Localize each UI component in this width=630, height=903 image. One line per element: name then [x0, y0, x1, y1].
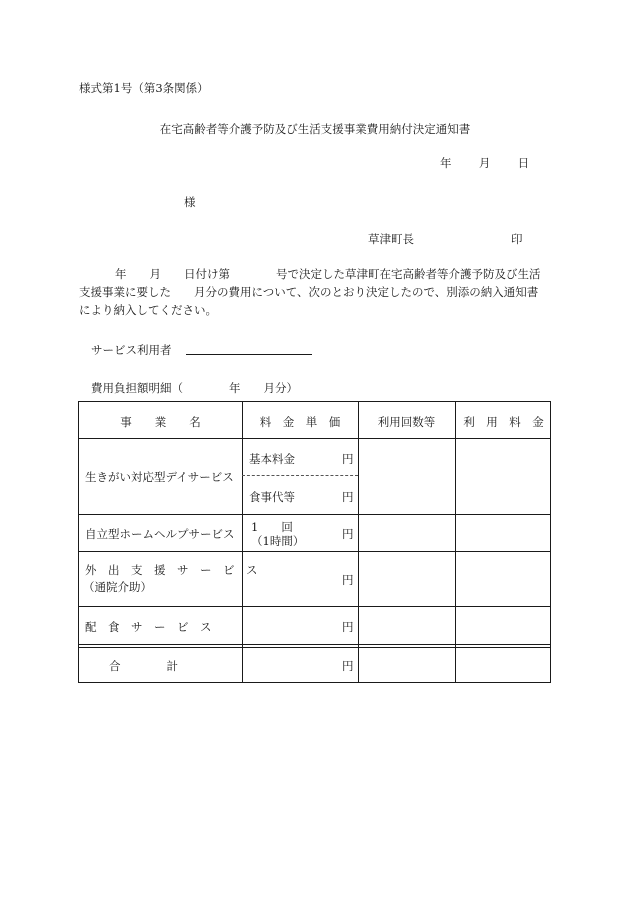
body-paragraph — [79, 265, 554, 319]
row-total-label: 合 計 — [109, 659, 178, 673]
row-divider — [79, 551, 550, 552]
body-line-2: 支援事業に要した 月分の費用について、次のとおり決定したので、別添の納入通知書 — [79, 285, 539, 299]
header-usage-count: 利用回数等 — [377, 415, 436, 429]
row-outing-support-name-line1: 外 出 支 援 サ ー ビ ス — [85, 563, 258, 577]
issuer-name: 草津町長 — [368, 232, 414, 246]
row-home-help-unit-line2: （1時間） — [251, 534, 305, 548]
addressee-suffix: 様 — [184, 195, 196, 209]
row-day-service-name: 生きがい対応型デイサービス — [85, 470, 234, 484]
date-month: 月 — [478, 156, 491, 170]
col-divider — [242, 402, 243, 682]
row-day-service-meal-label: 食事代等 — [249, 490, 295, 504]
row-home-help-unit-line1: 1 回 — [251, 520, 293, 534]
row-outing-support-yen: 円 — [342, 573, 354, 587]
row-meal-delivery-yen: 円 — [342, 620, 354, 634]
header-usage-fee: 利 用 料 金 — [463, 415, 544, 429]
col-divider — [358, 402, 359, 682]
form-number: 様式第1号（第3条関係） — [79, 81, 209, 95]
row-divider — [79, 606, 550, 607]
cost-detail-label: 費用負担額明細（ 年 月分） — [91, 381, 298, 395]
col-divider — [455, 402, 456, 682]
header-service-name: 事 業 名 — [120, 415, 201, 429]
date-line — [440, 155, 529, 171]
row-divider — [79, 438, 550, 439]
document-title: 在宅高齢者等介護予防及び生活支援事業費用納付決定通知書 — [159, 122, 471, 136]
body-line-3: により納入してください。 — [79, 303, 217, 317]
row-day-service-basic-yen: 円 — [342, 452, 354, 466]
row-divider — [79, 514, 550, 515]
row-total-yen: 円 — [342, 659, 354, 673]
cost-table — [78, 401, 551, 683]
body-line-1: 年 月 日付け第 号で決定した草津町在宅高齢者等介護予防及び生活 — [115, 267, 541, 281]
row-meal-delivery-name: 配 食 サ ー ビ ス — [85, 620, 212, 634]
date-year: 年 — [440, 156, 452, 170]
row-day-service-basic-label: 基本料金 — [249, 452, 295, 466]
service-user-underline — [186, 354, 312, 355]
date-day: 日 — [517, 156, 530, 170]
service-user-label: サービス利用者 — [91, 343, 172, 357]
row-outing-support-name-line2: （通院介助） — [83, 580, 152, 594]
row-home-help-name: 自立型ホームヘルプサービス — [85, 527, 235, 541]
dashed-row-divider — [242, 475, 358, 476]
seal-mark: 印 — [511, 232, 523, 246]
row-day-service-meal-yen: 円 — [342, 490, 354, 504]
row-divider-double — [79, 647, 550, 648]
row-divider — [79, 644, 550, 645]
header-unit-price: 料 金 単 価 — [259, 415, 341, 429]
row-home-help-yen: 円 — [342, 527, 354, 541]
